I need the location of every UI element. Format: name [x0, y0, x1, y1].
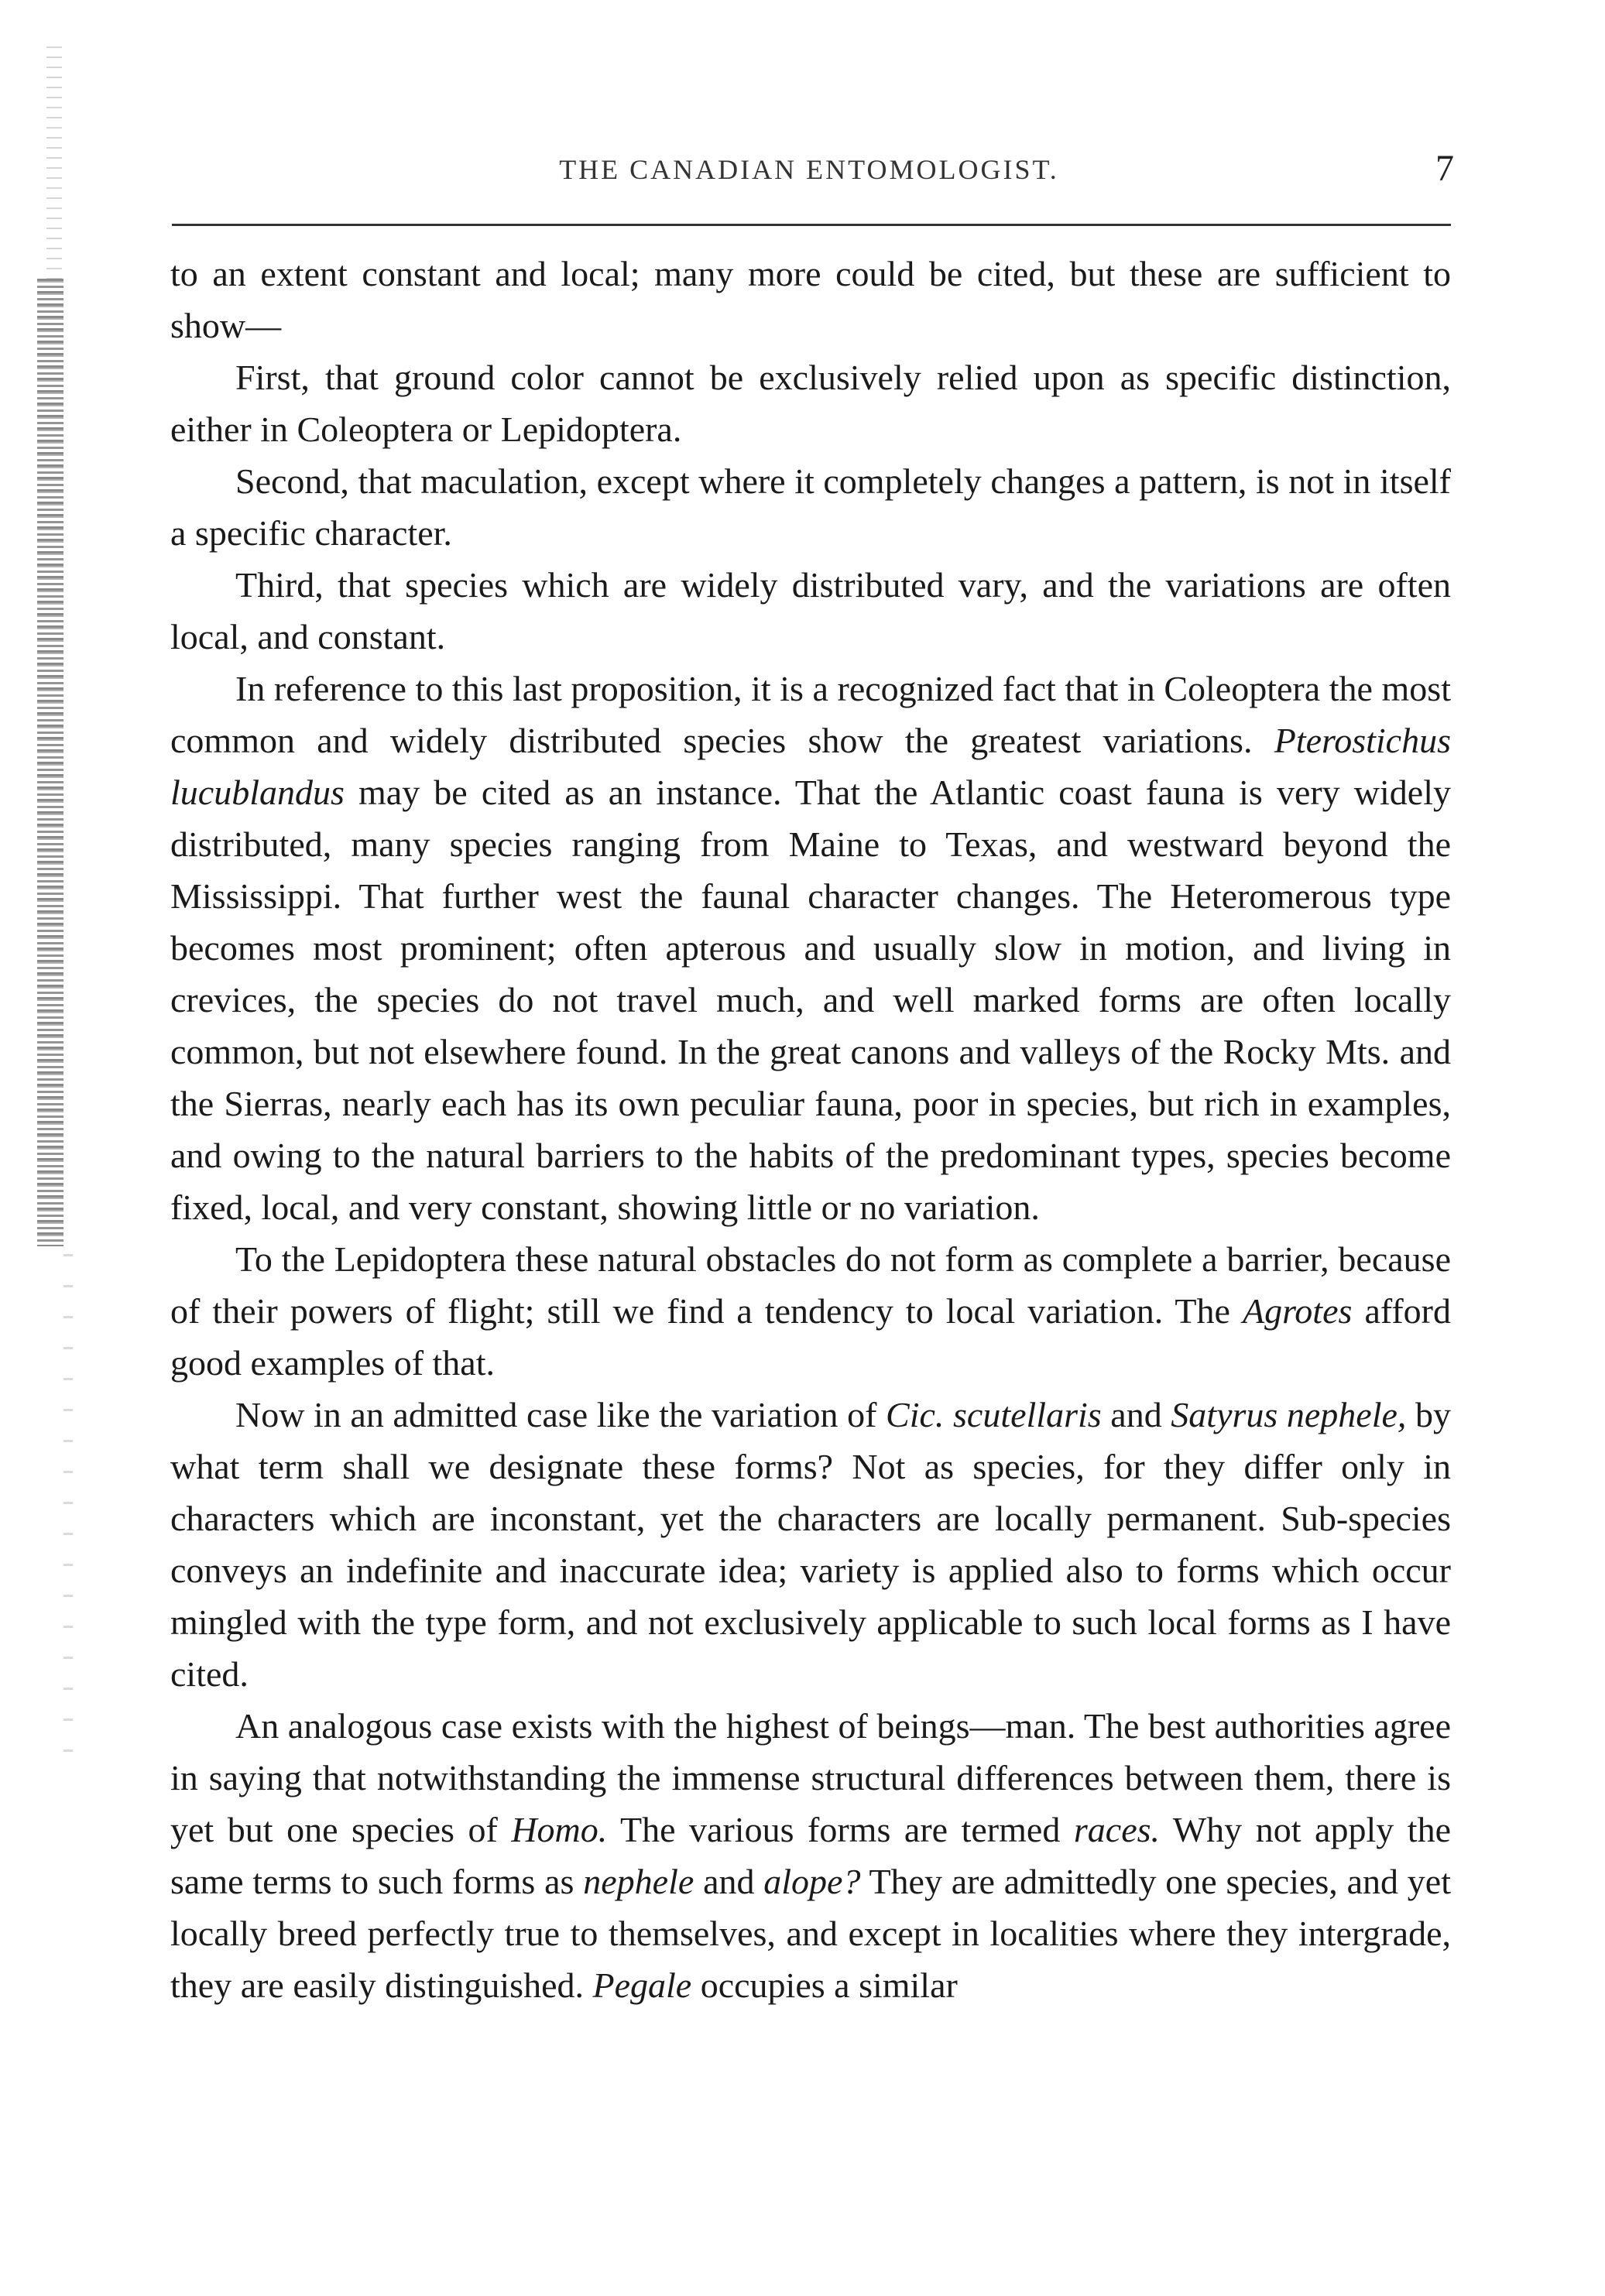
text-run: by what term shall we designate these forms? Not as species, for they differ only in characters which are inconstant, yet the characters are locally permanent. Sub-species conveys an indefinite and inaccurate idea; variety is applied also to forms which occur mingled with the type form, and not exclusively applicable to such local forms as I have cited. [170, 1395, 1452, 1694]
text-run: In reference to this last proposition, it is a recognized fact that in Coleoptera the most common and widely distributed species show the greatest variations. [170, 669, 1451, 760]
paragraph [170, 663, 1451, 1233]
paragraph [170, 1233, 1451, 1389]
text-run: occupies a similar [691, 1965, 958, 2005]
binding-specks-top [46, 46, 62, 279]
body-text [170, 248, 1451, 2011]
paragraph [170, 1700, 1451, 2011]
text-run: The various forms are termed [607, 1810, 1074, 1849]
italic-term: Pterostichus lucublandus [170, 721, 1451, 812]
italic-term: races. [1073, 1810, 1161, 1849]
italic-term: alope? [763, 1862, 861, 1901]
running-head [170, 147, 1454, 194]
paragraph [170, 351, 1451, 455]
italic-term: Agrotes [1243, 1291, 1353, 1331]
binding-specks-bottom [63, 1254, 73, 1780]
binding-edge-shadow [37, 279, 63, 1246]
paragraph [170, 455, 1451, 559]
text-run: Now in an admitted case like the variation of [235, 1395, 887, 1434]
text-run: An analogous case exists with the highest of beings—man. The best authorities agree in saying that notwithstanding the immense structural differences between them, there is yet but one species of [170, 1706, 1451, 1849]
italic-term: Satyrus nephele, [1171, 1395, 1407, 1434]
italic-term: nephele [583, 1862, 694, 1901]
italic-term: Pegale [592, 1965, 692, 2005]
text-run: To the Lepidoptera these natural obstacles do not form as complete a barrier, because of their powers of flight; still we find a tendency to local variation. The [170, 1239, 1451, 1331]
page-number: 7 [1435, 148, 1454, 189]
paragraph [170, 559, 1451, 663]
running-title: THE CANADIAN ENTOMOLOGIST. [559, 154, 1059, 185]
italic-term: Homo. [511, 1810, 608, 1849]
text-run: and [694, 1862, 764, 1901]
text-run: Second, that maculation, except where it completely changes a pattern, is not in itself a specific character. [170, 461, 1451, 553]
header-rule [172, 224, 1451, 226]
text-run: They are admittedly one species, and yet locally breed perfectly true to themselves, and except in localities where they intergrade, they are easily distinguished. [170, 1862, 1451, 2005]
text-run: Third, that species which are widely distributed vary, and the variations are often local, and constant. [170, 565, 1451, 656]
paragraph [170, 1389, 1451, 1700]
text-run: First, that ground color cannot be exclusively relied upon as specific distinction, either in Coleoptera or Lepidoptera. [170, 358, 1451, 449]
paragraph [170, 248, 1451, 351]
text-run: Why not apply the same terms to such forms as [170, 1810, 1451, 1901]
text-run: afford good examples of that. [170, 1291, 1451, 1383]
text-run: to an extent constant and local; many more could be cited, but these are sufficient to show— [170, 254, 1451, 345]
text-run: and [1101, 1395, 1171, 1434]
text-run: may be cited as an instance. That the Atlantic coast fauna is very widely distributed, many species ranging from Maine to Texas, and westward beyond the Mississippi. That further west the faunal character changes. The Heteromerous type becomes most prominent; often apterous and usually slow in motion, and living in crevices, the species do not travel much, and well marked forms are often locally common, but not elsewhere found. In the great canons and valleys of the Rocky Mts. and the Sierras, nearly each has its own peculiar fauna, poor in species, but rich in examples, and owing to the natural barriers to the habits of the predominant types, species become fixed, local, and very constant, showing little or no variation. [170, 773, 1451, 1227]
italic-term: Cic. scutellaris [886, 1395, 1102, 1434]
